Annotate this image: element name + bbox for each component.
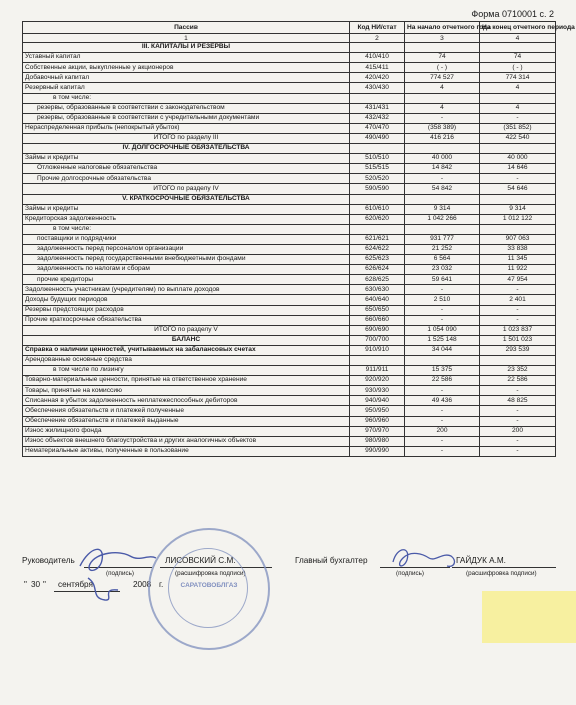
- row-end-value: -: [480, 285, 556, 295]
- row-end-value: 23 352: [480, 366, 556, 376]
- row-code: [350, 43, 405, 53]
- table-row: [23, 396, 556, 406]
- row-label: задолженность перед государственными внебюджетными фондами: [23, 255, 350, 265]
- row-code: [350, 93, 405, 103]
- row-end-value: 774 314: [480, 73, 556, 83]
- row-label: Справка о наличии ценностей, учитываемых на забалансовых счетах: [23, 345, 350, 355]
- row-end-value: -: [480, 315, 556, 325]
- row-code: [350, 194, 405, 204]
- row-label: в том числе:: [23, 224, 350, 234]
- row-code: 520/520: [350, 174, 405, 184]
- row-start-value: 9 314: [405, 204, 480, 214]
- table-row: [23, 295, 556, 305]
- row-end-value: 11 922: [480, 265, 556, 275]
- header-end: На конец отчетного периода: [480, 22, 556, 34]
- row-start-value: 21 252: [405, 244, 480, 254]
- row-label: Уставный капитал: [23, 53, 350, 63]
- table-row: [23, 406, 556, 416]
- column-number: 1: [23, 34, 350, 43]
- row-start-value: 59 641: [405, 275, 480, 285]
- row-code: 628/625: [350, 275, 405, 285]
- chief-name-line: [452, 567, 556, 568]
- row-code: 590/590: [350, 184, 405, 194]
- table-row: [23, 426, 556, 436]
- table-row: [23, 386, 556, 396]
- row-start-value: 74: [405, 53, 480, 63]
- chief-name: ГАЙДУК А.М.: [456, 556, 506, 565]
- row-code: 930/930: [350, 386, 405, 396]
- row-code: 910/910: [350, 345, 405, 355]
- row-end-value: 9 314: [480, 204, 556, 214]
- stamp-text: САРАТОВОБЛГАЗ: [180, 582, 238, 589]
- date-day: 30: [31, 580, 41, 589]
- table-row: [23, 436, 556, 446]
- row-end-value: 22 586: [480, 376, 556, 386]
- table-row: [23, 93, 556, 103]
- row-start-value: -: [405, 416, 480, 426]
- row-end-value: 74: [480, 53, 556, 63]
- row-label: Кредиторская задолженность: [23, 214, 350, 224]
- header-start: На начало отчетного года: [405, 22, 480, 34]
- row-end-value: -: [480, 416, 556, 426]
- table-row: [23, 345, 556, 355]
- row-start-value: -: [405, 315, 480, 325]
- row-code: 515/515: [350, 164, 405, 174]
- row-label: Займы и кредиты: [23, 204, 350, 214]
- head-label: Руководитель: [22, 556, 75, 565]
- row-start-value: ( - ): [405, 63, 480, 73]
- row-label: V. КРАТКОСРОЧНЫЕ ОБЯЗАТЕЛЬСТВА: [23, 194, 350, 204]
- row-start-value: -: [405, 305, 480, 315]
- table-row: [23, 255, 556, 265]
- row-label: резервы, образованные в соответствии с законодательством: [23, 103, 350, 113]
- row-label: Износ жилищного фонда: [23, 426, 350, 436]
- table-row: [23, 113, 556, 123]
- row-end-value: [480, 194, 556, 204]
- row-code: 990/990: [350, 446, 405, 456]
- row-end-value: [480, 356, 556, 366]
- row-code: 621/621: [350, 234, 405, 244]
- row-end-value: 48 825: [480, 396, 556, 406]
- row-end-value: 14 646: [480, 164, 556, 174]
- row-code: 920/920: [350, 376, 405, 386]
- row-start-value: 4: [405, 83, 480, 93]
- row-label: Товары, принятые на комиссию: [23, 386, 350, 396]
- row-label: Списанная в убыток задолженность неплатежеспособных дебиторов: [23, 396, 350, 406]
- row-end-value: 47 954: [480, 275, 556, 285]
- row-code: [350, 144, 405, 154]
- row-start-value: [405, 224, 480, 234]
- row-start-value: 931 777: [405, 234, 480, 244]
- row-code: 410/410: [350, 53, 405, 63]
- row-start-value: -: [405, 446, 480, 456]
- row-label: Нераспределенная прибыль (непокрытый убыток): [23, 123, 350, 133]
- row-end-value: 4: [480, 103, 556, 113]
- row-end-value: 40 000: [480, 154, 556, 164]
- row-start-value: 22 586: [405, 376, 480, 386]
- row-label: в том числе:: [23, 93, 350, 103]
- row-label: Резервы предстоящих расходов: [23, 305, 350, 315]
- table-row: [23, 416, 556, 426]
- table-row: [23, 214, 556, 224]
- row-end-value: -: [480, 386, 556, 396]
- row-end-value: [480, 224, 556, 234]
- row-label: III. КАПИТАЛЫ И РЕЗЕРВЫ: [23, 43, 350, 53]
- row-end-value: [480, 93, 556, 103]
- row-label: Займы и кредиты: [23, 154, 350, 164]
- row-end-value: 54 646: [480, 184, 556, 194]
- table-row: [23, 154, 556, 164]
- table-row: [23, 315, 556, 325]
- row-end-value: -: [480, 446, 556, 456]
- row-start-value: 40 000: [405, 154, 480, 164]
- row-start-value: -: [405, 113, 480, 123]
- form-number: Форма 0710001 с. 2: [471, 9, 554, 19]
- table-row: [23, 103, 556, 113]
- row-start-value: [405, 194, 480, 204]
- row-code: 415/411: [350, 63, 405, 73]
- row-label: Нематериальные активы, полученные в пользование: [23, 446, 350, 456]
- table-row: [23, 204, 556, 214]
- row-end-value: [480, 144, 556, 154]
- row-label: Прочие долгосрочные обязательства: [23, 174, 350, 184]
- row-code: 650/650: [350, 305, 405, 315]
- table-row: [23, 285, 556, 295]
- row-code: 950/950: [350, 406, 405, 416]
- row-end-value: -: [480, 436, 556, 446]
- row-start-value: 1 042 266: [405, 214, 480, 224]
- row-label: ИТОГО по разделу III: [23, 133, 350, 143]
- row-code: 660/660: [350, 315, 405, 325]
- row-label: Добавочный капитал: [23, 73, 350, 83]
- chief-label: Главный бухгалтер: [295, 556, 368, 565]
- row-end-value: -: [480, 305, 556, 315]
- row-start-value: [405, 144, 480, 154]
- row-label: резервы, образованные в соответствии с учредительными документами: [23, 113, 350, 123]
- row-start-value: 15 375: [405, 366, 480, 376]
- row-start-value: 1 525 148: [405, 335, 480, 345]
- row-end-value: 200: [480, 426, 556, 436]
- row-code: 626/624: [350, 265, 405, 275]
- row-start-value: -: [405, 406, 480, 416]
- row-code: 470/470: [350, 123, 405, 133]
- yellow-sticker: [482, 591, 576, 643]
- table-row: [23, 234, 556, 244]
- header-code: Код НИ/стат: [350, 22, 405, 34]
- row-label: Отложенные налоговые обязательства: [23, 164, 350, 174]
- row-start-value: -: [405, 436, 480, 446]
- column-number: 4: [480, 34, 556, 43]
- row-start-value: 49 436: [405, 396, 480, 406]
- row-label: БАЛАНС: [23, 335, 350, 345]
- row-end-value: 2 401: [480, 295, 556, 305]
- row-start-value: [405, 93, 480, 103]
- table-row: [23, 244, 556, 254]
- row-start-value: [405, 43, 480, 53]
- row-code: 420/420: [350, 73, 405, 83]
- head-name: ЛИСОВСКИЙ С.М.: [165, 556, 236, 565]
- table-row: [23, 305, 556, 315]
- row-label: IV. ДОЛГОСРОЧНЫЕ ОБЯЗАТЕЛЬСТВА: [23, 144, 350, 154]
- row-end-value: 1 012 122: [480, 214, 556, 224]
- row-label: Обеспечение обязательств и платежей выданные: [23, 416, 350, 426]
- table-row: [23, 335, 556, 345]
- row-label: Обеспечения обязательств и платежей полученные: [23, 406, 350, 416]
- table-row: [23, 356, 556, 366]
- balance-table: [22, 21, 575, 457]
- head-sign-caption: (подпись): [106, 570, 134, 577]
- table-row: [23, 184, 556, 194]
- row-start-value: 4: [405, 103, 480, 113]
- row-code: 624/622: [350, 244, 405, 254]
- row-start-value: 14 842: [405, 164, 480, 174]
- row-start-value: 34 044: [405, 345, 480, 355]
- row-start-value: (358 389): [405, 123, 480, 133]
- row-code: 610/610: [350, 204, 405, 214]
- column-number-row: [23, 34, 556, 43]
- row-label: ИТОГО по разделу IV: [23, 184, 350, 194]
- row-label: в том числе по лизингу: [23, 366, 350, 376]
- row-end-value: -: [480, 174, 556, 184]
- row-label: ИТОГО по разделу V: [23, 325, 350, 335]
- row-code: 690/690: [350, 325, 405, 335]
- row-end-value: -: [480, 113, 556, 123]
- row-code: 940/940: [350, 396, 405, 406]
- row-start-value: 2 510: [405, 295, 480, 305]
- date-quote-open: ": [24, 580, 27, 589]
- row-label: поставщики и подрядчики: [23, 234, 350, 244]
- head-decode-caption: (расшифровка подписи): [175, 570, 246, 577]
- row-code: 620/620: [350, 214, 405, 224]
- date-month: сентября: [58, 580, 93, 589]
- row-label: Доходы будущих периодов: [23, 295, 350, 305]
- row-start-value: 6 564: [405, 255, 480, 265]
- chief-signature-icon: [385, 540, 465, 580]
- row-end-value: ( - ): [480, 63, 556, 73]
- row-end-value: (351 852): [480, 123, 556, 133]
- row-code: [350, 224, 405, 234]
- row-code: 430/430: [350, 83, 405, 93]
- row-end-value: 293 539: [480, 345, 556, 355]
- table-row: [23, 63, 556, 73]
- company-stamp-icon: [148, 528, 270, 650]
- table-row: [23, 325, 556, 335]
- chief-decode-caption: (расшифровка подписи): [466, 570, 537, 577]
- table-row: [23, 83, 556, 93]
- row-end-value: 1 501 023: [480, 335, 556, 345]
- row-start-value: -: [405, 174, 480, 184]
- row-end-value: 4: [480, 83, 556, 93]
- row-code: 700/700: [350, 335, 405, 345]
- row-code: 510/510: [350, 154, 405, 164]
- row-code: 625/623: [350, 255, 405, 265]
- row-start-value: 416 216: [405, 133, 480, 143]
- column-number: 3: [405, 34, 480, 43]
- row-start-value: 774 527: [405, 73, 480, 83]
- row-label: Задолженность участникам (учредителям) по выплате доходов: [23, 285, 350, 295]
- row-end-value: 33 838: [480, 244, 556, 254]
- row-start-value: 23 032: [405, 265, 480, 275]
- row-code: [350, 356, 405, 366]
- table-row: [23, 224, 556, 234]
- row-end-value: [480, 43, 556, 53]
- table-row: [23, 194, 556, 204]
- row-start-value: 54 842: [405, 184, 480, 194]
- row-label: Прочие краткосрочные обязательства: [23, 315, 350, 325]
- row-label: Износ объектов внешнего благоустройства и других аналогичных объектов: [23, 436, 350, 446]
- row-start-value: -: [405, 285, 480, 295]
- row-label: прочие кредиторы: [23, 275, 350, 285]
- row-end-value: 422 540: [480, 133, 556, 143]
- table-row: [23, 43, 556, 53]
- date-suffix: г.: [159, 580, 164, 589]
- row-label: Арендованные основные средства: [23, 356, 350, 366]
- row-start-value: 1 054 090: [405, 325, 480, 335]
- row-code: 490/490: [350, 133, 405, 143]
- row-label: задолженность перед персоналом организации: [23, 244, 350, 254]
- table-row: [23, 144, 556, 154]
- row-end-value: 1 023 837: [480, 325, 556, 335]
- table-row: [23, 133, 556, 143]
- row-code: 640/640: [350, 295, 405, 305]
- date-quote-close: ": [43, 580, 46, 589]
- row-code: 970/970: [350, 426, 405, 436]
- row-end-value: 907 063: [480, 234, 556, 244]
- row-label: Товарно-материальные ценности, принятые на ответственное хранение: [23, 376, 350, 386]
- table-row: [23, 164, 556, 174]
- table-row: [23, 265, 556, 275]
- column-number: 2: [350, 34, 405, 43]
- row-code: 630/630: [350, 285, 405, 295]
- table-header-row: [23, 22, 556, 34]
- row-code: 431/431: [350, 103, 405, 113]
- row-start-value: [405, 356, 480, 366]
- table-row: [23, 366, 556, 376]
- row-code: 960/960: [350, 416, 405, 426]
- table-row: [23, 174, 556, 184]
- table-row: [23, 123, 556, 133]
- header-liabilities: Пассив: [23, 22, 350, 34]
- chief-sign-caption: (подпись): [396, 570, 424, 577]
- row-label: Резервный капитал: [23, 83, 350, 93]
- row-label: задолженность по налогам и сборам: [23, 265, 350, 275]
- date-year: 2008: [133, 580, 152, 589]
- table-row: [23, 73, 556, 83]
- table-row: [23, 446, 556, 456]
- row-code: 911/911: [350, 366, 405, 376]
- row-code: 980/980: [350, 436, 405, 446]
- table-row: [23, 53, 556, 63]
- table-row: [23, 376, 556, 386]
- row-label: Собственные акции, выкупленные у акционеров: [23, 63, 350, 73]
- row-start-value: -: [405, 386, 480, 396]
- row-code: 432/432: [350, 113, 405, 123]
- row-end-value: -: [480, 406, 556, 416]
- table-row: [23, 275, 556, 285]
- row-end-value: 11 345: [480, 255, 556, 265]
- row-start-value: 200: [405, 426, 480, 436]
